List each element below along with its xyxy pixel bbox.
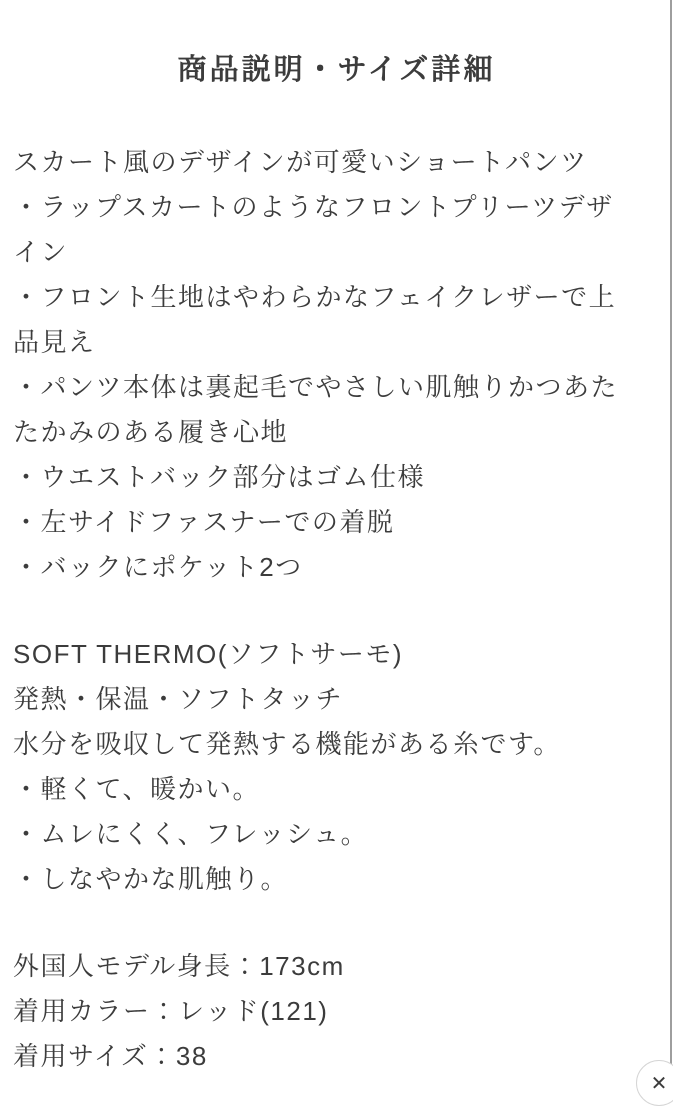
soft-thermo-line: ・しなやかな肌触り。: [13, 864, 289, 894]
description-line: ・左サイドファスナーでの着脱: [13, 507, 395, 537]
model-color-line: 着用カラー：レッド(121): [13, 996, 329, 1026]
description-line: ・バックにポケット2つ: [13, 552, 303, 582]
description-line: スカート風のデザインが可愛いショートパンツ: [13, 147, 588, 177]
product-description-content: [0, 140, 673, 1079]
description-line: ・ウエストバック部分はゴム仕様: [13, 462, 425, 492]
close-button[interactable]: [636, 1060, 673, 1106]
description-line: イン: [13, 237, 69, 267]
description-line: 品見え: [13, 327, 96, 357]
soft-thermo-heading: SOFT THERMO(ソフトサーモ): [13, 639, 404, 669]
modal-title: 商品説明・サイズ詳細: [177, 54, 496, 86]
model-size-line: 着用サイズ：38: [13, 1041, 208, 1071]
soft-thermo-section: [13, 632, 649, 902]
model-height-line: 外国人モデル身長：173cm: [13, 951, 345, 981]
description-line: ・ラップスカートのようなフロントプリーツデザ: [13, 192, 614, 222]
product-features-section: [13, 140, 649, 590]
soft-thermo-line: 発熱・保温・ソフトタッチ: [13, 684, 344, 714]
description-line: たかみのある履き心地: [13, 417, 289, 447]
soft-thermo-line: 水分を吸収して発熱する機能がある糸です。: [13, 729, 561, 759]
soft-thermo-line: ・ムレにくく、フレッシュ。: [13, 819, 369, 849]
close-icon: ✕: [650, 1072, 668, 1095]
description-line: ・フロント生地はやわらかなフェイクレザーで上: [13, 282, 617, 312]
modal-right-border: [670, 0, 672, 1080]
description-line: ・パンツ本体は裏起毛でやさしい肌触りかつあた: [13, 372, 619, 402]
model-info-section: [13, 944, 649, 1079]
soft-thermo-line: ・軽くて、暖かい。: [13, 774, 260, 804]
